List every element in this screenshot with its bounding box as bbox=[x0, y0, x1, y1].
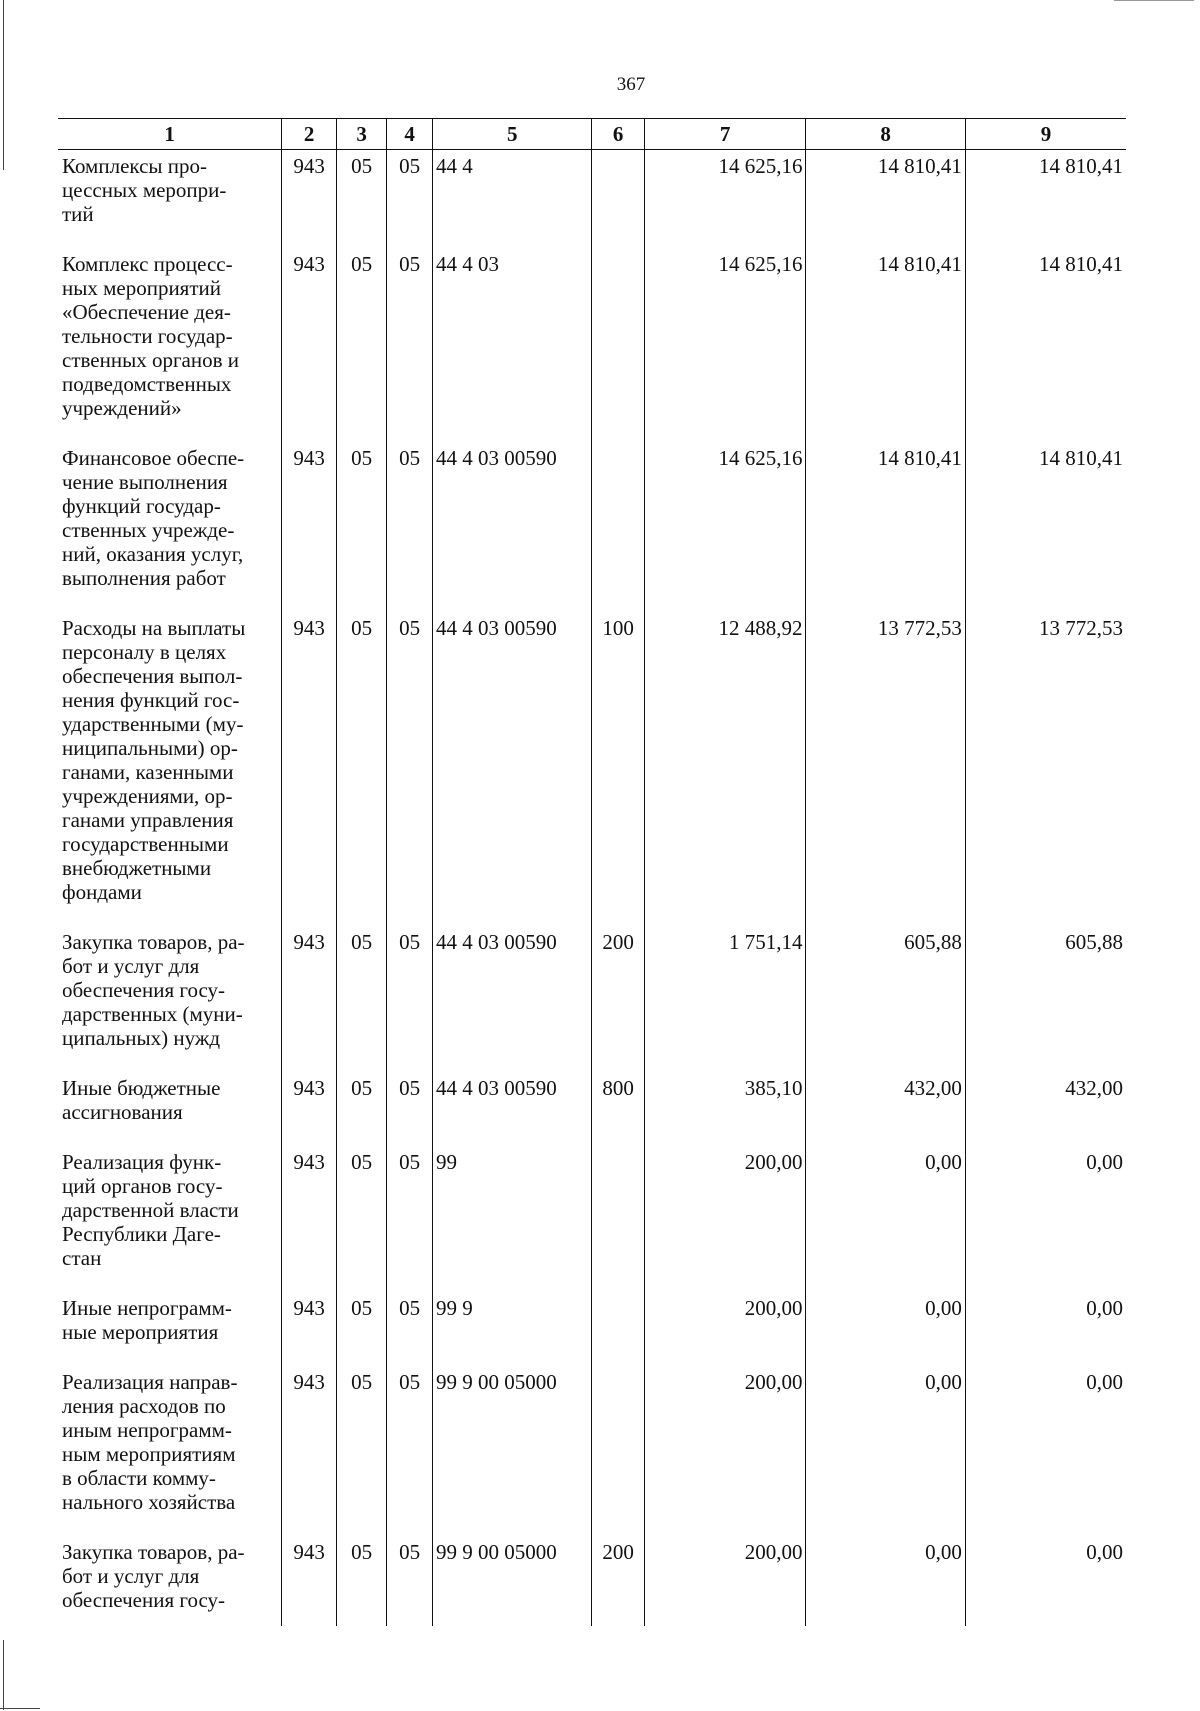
row-expense-type bbox=[592, 442, 644, 612]
row-target-article: 44 4 bbox=[433, 150, 592, 249]
row-ministry-code: 943 bbox=[282, 1366, 337, 1536]
row-expense-type: 800 bbox=[592, 1072, 644, 1146]
row-subsection-code: 05 bbox=[387, 442, 433, 612]
row-name-line: ственных учрежде- bbox=[62, 518, 235, 542]
row-subsection-code: 05 bbox=[387, 1536, 433, 1626]
header-col-7: 7 bbox=[644, 119, 806, 150]
row-section-code: 05 bbox=[336, 926, 386, 1072]
table-row bbox=[58, 1292, 1126, 1366]
row-amount-col8: 432,00 bbox=[806, 1072, 965, 1146]
row-name-line: ные мероприятия bbox=[62, 1320, 219, 1344]
table-row bbox=[58, 248, 1126, 442]
row-name-line: иным непрограмм- bbox=[62, 1418, 232, 1442]
row-target-article: 44 4 03 bbox=[433, 248, 592, 442]
table-row bbox=[58, 442, 1126, 612]
row-amount-col7: 14 625,16 bbox=[644, 442, 806, 612]
header-col-4: 4 bbox=[387, 119, 433, 150]
row-target-article: 44 4 03 00590 bbox=[433, 1072, 592, 1146]
row-subsection-code: 05 bbox=[387, 612, 433, 926]
header-col-6: 6 bbox=[592, 119, 644, 150]
row-amount-col8: 13 772,53 bbox=[806, 612, 965, 926]
row-name-line: Иные бюджетные bbox=[62, 1076, 221, 1100]
row-name-line: тельности государ- bbox=[62, 324, 233, 348]
header-col-2: 2 bbox=[282, 119, 337, 150]
row-subsection-code: 05 bbox=[387, 1292, 433, 1366]
row-target-article: 99 9 00 05000 bbox=[433, 1366, 592, 1536]
row-name-line: Закупка товаров, ра- bbox=[62, 1540, 245, 1564]
row-name-line: Расходы на выплаты bbox=[62, 616, 246, 640]
row-name bbox=[58, 442, 282, 612]
row-target-article: 44 4 03 00590 bbox=[433, 442, 592, 612]
row-target-article: 99 9 00 05000 bbox=[433, 1536, 592, 1626]
row-name-line: учреждениями, ор- bbox=[62, 784, 233, 808]
row-name-line: дарственных (муни- bbox=[62, 1002, 243, 1026]
row-name-line: ций органов госу- bbox=[62, 1174, 223, 1198]
row-ministry-code: 943 bbox=[282, 442, 337, 612]
row-amount-col9: 0,00 bbox=[965, 1292, 1126, 1366]
row-target-article: 44 4 03 00590 bbox=[433, 612, 592, 926]
row-name-line: ления расходов по bbox=[62, 1394, 226, 1418]
row-name-line: бот и услуг для bbox=[62, 954, 200, 978]
row-section-code: 05 bbox=[336, 248, 386, 442]
row-section-code: 05 bbox=[336, 442, 386, 612]
row-amount-col8: 14 810,41 bbox=[806, 248, 965, 442]
row-section-code: 05 bbox=[336, 612, 386, 926]
table-row bbox=[58, 1072, 1126, 1146]
row-section-code: 05 bbox=[336, 1366, 386, 1536]
row-amount-col9: 0,00 bbox=[965, 1366, 1126, 1536]
row-amount-col9: 0,00 bbox=[965, 1536, 1126, 1626]
row-section-code: 05 bbox=[336, 150, 386, 249]
row-name-line: Закупка товаров, ра- bbox=[62, 930, 245, 954]
row-amount-col8: 0,00 bbox=[806, 1366, 965, 1536]
row-amount-col9: 14 810,41 bbox=[965, 150, 1126, 249]
row-name-line: персоналу в целях bbox=[62, 640, 227, 664]
row-name bbox=[58, 1292, 282, 1366]
row-ministry-code: 943 bbox=[282, 926, 337, 1072]
row-subsection-code: 05 bbox=[387, 150, 433, 249]
row-amount-col8: 14 810,41 bbox=[806, 150, 965, 249]
row-amount-col8: 0,00 bbox=[806, 1536, 965, 1626]
row-name-line: ципальных) нужд bbox=[62, 1026, 221, 1050]
row-name-line: Финансовое обеспе- bbox=[62, 446, 245, 470]
row-ministry-code: 943 bbox=[282, 1292, 337, 1366]
row-target-article: 99 bbox=[433, 1146, 592, 1292]
row-expense-type: 200 bbox=[592, 926, 644, 1072]
row-amount-col7: 1 751,14 bbox=[644, 926, 806, 1072]
table-row bbox=[58, 1146, 1126, 1292]
row-name bbox=[58, 248, 282, 442]
row-target-article: 99 9 bbox=[433, 1292, 592, 1366]
row-name-line: подведомственных bbox=[62, 372, 232, 396]
table-row bbox=[58, 1366, 1126, 1536]
row-subsection-code: 05 bbox=[387, 926, 433, 1072]
row-name-line: стан bbox=[62, 1246, 102, 1270]
row-ministry-code: 943 bbox=[282, 612, 337, 926]
row-amount-col7: 12 488,92 bbox=[644, 612, 806, 926]
row-name bbox=[58, 150, 282, 249]
row-name-line: ганами, казенными bbox=[62, 760, 234, 784]
row-ministry-code: 943 bbox=[282, 1146, 337, 1292]
row-name-line: дарственной власти bbox=[62, 1198, 239, 1222]
row-expense-type bbox=[592, 1292, 644, 1366]
row-ministry-code: 943 bbox=[282, 1536, 337, 1626]
row-name-line: обеспечения госу- bbox=[62, 978, 226, 1002]
table-row bbox=[58, 1536, 1126, 1626]
row-name-line: Комплексы про- bbox=[62, 154, 207, 178]
row-section-code: 05 bbox=[336, 1072, 386, 1146]
row-name-line: ассигнования bbox=[62, 1100, 183, 1124]
row-name-line: фондами bbox=[62, 880, 142, 904]
row-name-line: обеспечения госу- bbox=[62, 1588, 226, 1612]
row-amount-col8: 14 810,41 bbox=[806, 442, 965, 612]
row-name-line: чение выполнения bbox=[62, 470, 228, 494]
row-section-code: 05 bbox=[336, 1536, 386, 1626]
header-col-1: 1 bbox=[58, 119, 282, 150]
row-expense-type bbox=[592, 248, 644, 442]
row-name bbox=[58, 926, 282, 1072]
page-number: 367 bbox=[616, 74, 646, 95]
row-target-article: 44 4 03 00590 bbox=[433, 926, 592, 1072]
row-amount-col9: 14 810,41 bbox=[965, 442, 1126, 612]
row-name-line: ных мероприятий bbox=[62, 276, 221, 300]
row-name-line: ным мероприятиям bbox=[62, 1442, 236, 1466]
row-name-line: тий bbox=[62, 202, 94, 226]
row-amount-col9: 13 772,53 bbox=[965, 612, 1126, 926]
row-expense-type: 100 bbox=[592, 612, 644, 926]
table-row bbox=[58, 150, 1126, 249]
table-body bbox=[58, 150, 1126, 1627]
row-name-line: «Обеспечение дея- bbox=[62, 300, 231, 324]
row-amount-col9: 432,00 bbox=[965, 1072, 1126, 1146]
row-name-line: учреждений» bbox=[62, 396, 182, 420]
table-row bbox=[58, 926, 1126, 1072]
row-amount-col8: 0,00 bbox=[806, 1146, 965, 1292]
row-section-code: 05 bbox=[336, 1146, 386, 1292]
row-amount-col7: 200,00 bbox=[644, 1146, 806, 1292]
row-name-line: нального хозяйства bbox=[62, 1490, 236, 1514]
row-name-line: нения функций гос- bbox=[62, 688, 240, 712]
table-header-row bbox=[58, 119, 1126, 150]
row-expense-type bbox=[592, 150, 644, 249]
row-name bbox=[58, 612, 282, 926]
row-subsection-code: 05 bbox=[387, 1366, 433, 1536]
row-name-line: ственных органов и bbox=[62, 348, 240, 372]
scan-edge-top-right bbox=[1114, 0, 1194, 2]
row-expense-type: 200 bbox=[592, 1536, 644, 1626]
table-row bbox=[58, 612, 1126, 926]
row-name-line: обеспечения выпол- bbox=[62, 664, 243, 688]
row-amount-col7: 200,00 bbox=[644, 1366, 806, 1536]
header-col-8: 8 bbox=[806, 119, 965, 150]
header-col-5: 5 bbox=[433, 119, 592, 150]
row-name-line: ударственными (му- bbox=[62, 712, 244, 736]
row-ministry-code: 943 bbox=[282, 150, 337, 249]
row-name-line: Реализация направ- bbox=[62, 1370, 238, 1394]
budget-table bbox=[58, 118, 1126, 1626]
row-subsection-code: 05 bbox=[387, 248, 433, 442]
scan-edge-bottom-left bbox=[0, 1708, 40, 1710]
row-subsection-code: 05 bbox=[387, 1072, 433, 1146]
row-amount-col7: 385,10 bbox=[644, 1072, 806, 1146]
row-name-line: ганами управления bbox=[62, 808, 234, 832]
row-amount-col8: 0,00 bbox=[806, 1292, 965, 1366]
row-name-line: государственными bbox=[62, 832, 229, 856]
row-name-line: внебюджетными bbox=[62, 856, 212, 880]
row-name bbox=[58, 1146, 282, 1292]
row-name-line: ниципальными) ор- bbox=[62, 736, 238, 760]
row-name-line: функций государ- bbox=[62, 494, 221, 518]
row-name-line: бот и услуг для bbox=[62, 1564, 200, 1588]
row-amount-col8: 605,88 bbox=[806, 926, 965, 1072]
row-ministry-code: 943 bbox=[282, 248, 337, 442]
row-name-line: Реализация функ- bbox=[62, 1150, 222, 1174]
row-amount-col9: 0,00 bbox=[965, 1146, 1126, 1292]
row-name bbox=[58, 1366, 282, 1536]
row-name-line: цессных меропри- bbox=[62, 178, 227, 202]
row-amount-col7: 200,00 bbox=[644, 1292, 806, 1366]
row-name-line: Республики Даге- bbox=[62, 1222, 221, 1246]
header-col-3: 3 bbox=[336, 119, 386, 150]
row-name bbox=[58, 1072, 282, 1146]
row-subsection-code: 05 bbox=[387, 1146, 433, 1292]
row-amount-col7: 14 625,16 bbox=[644, 150, 806, 249]
header-col-9: 9 bbox=[965, 119, 1126, 150]
row-amount-col7: 14 625,16 bbox=[644, 248, 806, 442]
row-name bbox=[58, 1536, 282, 1626]
row-expense-type bbox=[592, 1146, 644, 1292]
row-ministry-code: 943 bbox=[282, 1072, 337, 1146]
row-expense-type bbox=[592, 1366, 644, 1536]
scan-edge-left-bottom bbox=[3, 1640, 5, 1710]
row-name-line: выполнения работ bbox=[62, 566, 226, 590]
row-amount-col9: 605,88 bbox=[965, 926, 1126, 1072]
row-section-code: 05 bbox=[336, 1292, 386, 1366]
row-name-line: ний, оказания услуг, bbox=[62, 542, 244, 566]
row-name-line: в области комму- bbox=[62, 1466, 216, 1490]
row-amount-col9: 14 810,41 bbox=[965, 248, 1126, 442]
row-name-line: Иные непрограмм- bbox=[62, 1296, 232, 1320]
row-amount-col7: 200,00 bbox=[644, 1536, 806, 1626]
row-name-line: Комплекс процесс- bbox=[62, 252, 233, 276]
